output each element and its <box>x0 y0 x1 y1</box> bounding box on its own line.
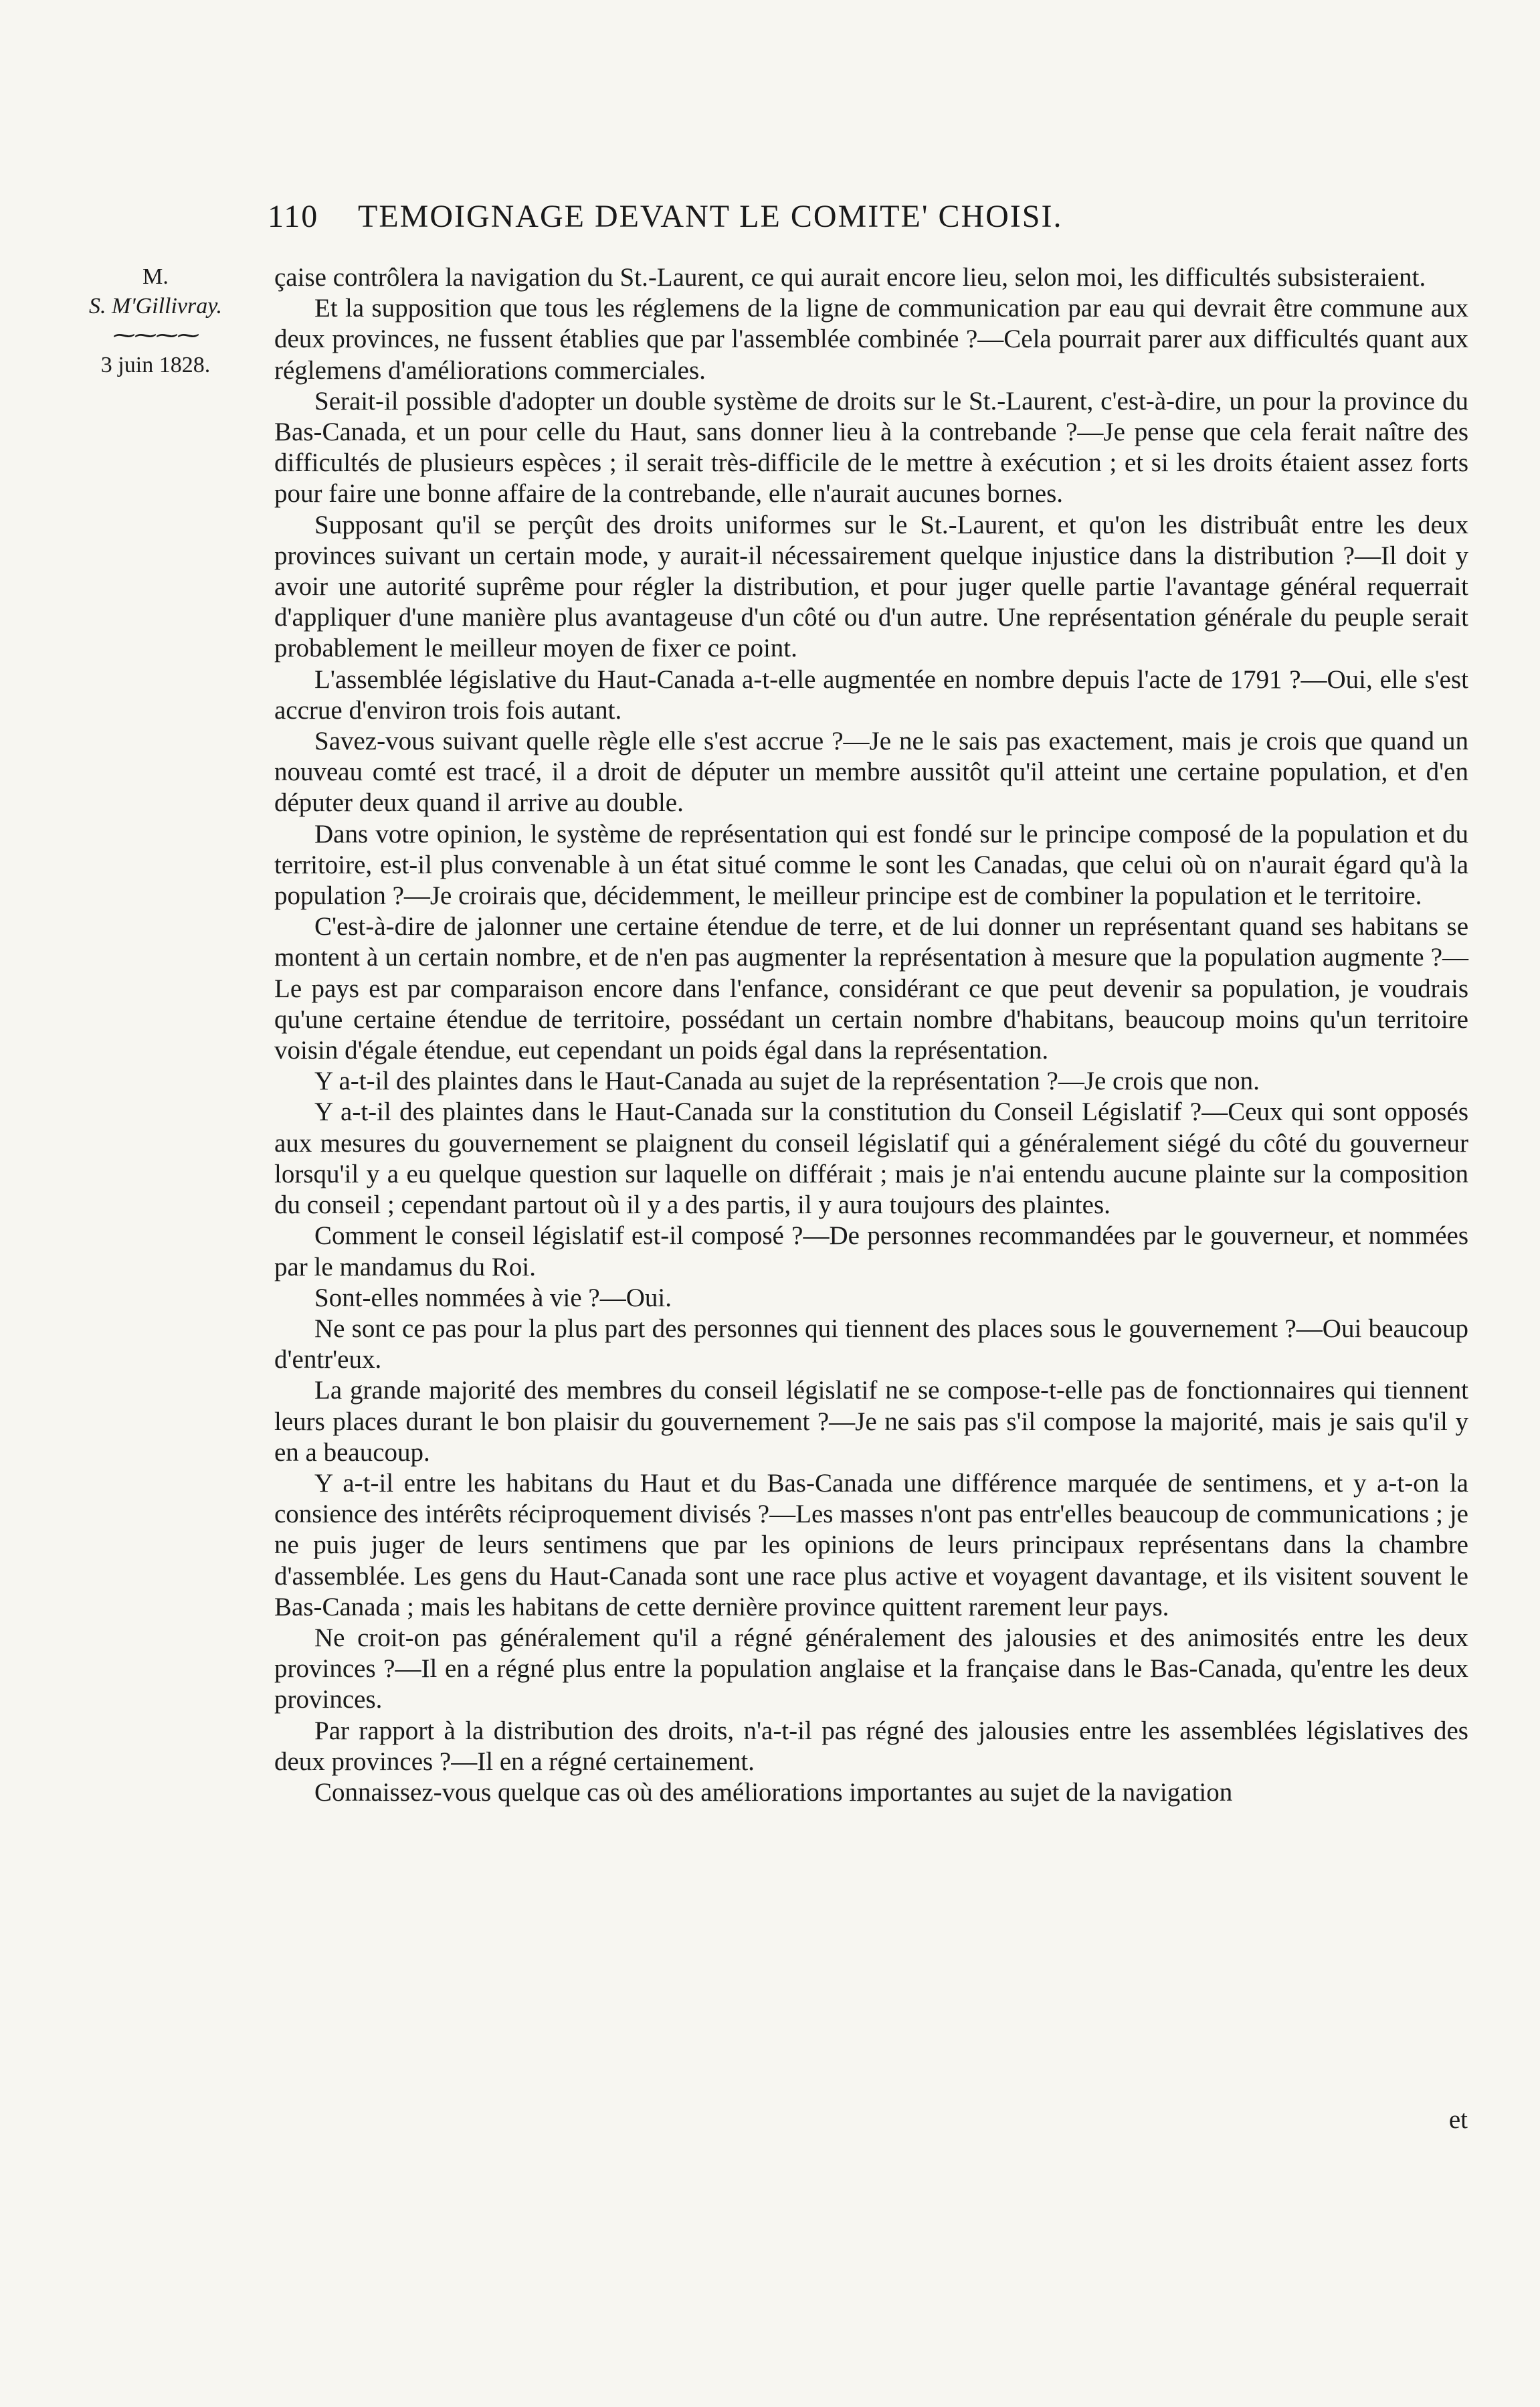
paragraph: Y a-t-il des plaintes dans le Haut-Canada sur la constitution du Conseil Législatif ?—Ceux qui sont opposés aux mesures du gouvernement se plaignent du conseil législatif qui a généralement siégé du côté du gouverneur lorsqu'il y a eu quelque question sur laquelle on différait ; mais je n'ai entendu aucune plainte sur la composition du conseil ; cependant partout où il y a des partis, il y aura toujours des plaintes. <box>274 1097 1468 1220</box>
ornament-icon: ⁓⁓⁓⁓ <box>112 323 199 348</box>
paragraph: Dans votre opinion, le système de représentation qui est fondé sur le principe composé de la population et du territoire, est-il plus convenable à un état situé comme le sont les Canadas, que celui où on n'aurait égard qu'à la population ?—Je croirais que, décidemment, le meilleur principe est de combiner la population et le territoire. <box>274 819 1468 911</box>
paragraph: Supposant qu'il se perçût des droits uniformes sur le St.-Laurent, et qu'on les distribuât entre les deux provinces suivant un certain mode, y aurait-il nécessairement quelque injustice dans la distribution ?—Il doit y avoir une autorité suprême pour régler la distribution, et pour juger quelle partie l'avantage général requerrait d'appliquer d'une manière plus avantageuse d'un côté ou d'un autre. Une représentation générale du peuple serait probablement le meilleur moyen de fixer ce point. <box>274 510 1468 663</box>
catchword: et <box>1448 2105 1468 2134</box>
page-title: TEMOIGNAGE DEVANT LE COMITE' CHOISI. <box>358 199 1063 234</box>
paragraph: Y a-t-il des plaintes dans le Haut-Canada au sujet de la représentation ?—Je crois que non. <box>314 1067 1260 1096</box>
paragraph: Et la supposition que tous les réglemens de la ligne de communication par eau qui devrait être commune aux deux provinces, ne fussent établies que par l'assemblée combinée ?—Cela pourrait parer aux difficultés quant aux réglemens d'améliorations commerciales. <box>274 294 1468 385</box>
paragraph: Connaissez-vous quelque cas où des améliorations importantes au sujet de la navigation <box>314 1777 1233 1807</box>
paragraph: Ne sont ce pas pour la plus part des personnes qui tiennent des places sous le gouvernement ?—Oui beaucoup d'entr'eux. <box>274 1314 1468 1374</box>
margin-note <box>40 262 271 380</box>
paragraph: Serait-il possible d'adopter un double système de droits sur le St.-Laurent, c'est-à-dire, un pour la province du Bas-Canada, et un pour celle du Haut, sans donner lieu à la contrebande ?—Je pense que cela ferait naître des difficultés de plusieurs espèces ; il serait très-difficile de le mettre à exécution ; et si les droits étaient assez forts pour faire une bonne affaire de la contrebande, elle n'aurait aucunes bornes. <box>274 386 1468 509</box>
paragraph: çaise contrôlera la navigation du St.-Laurent, ce qui aurait encore lieu, selon moi, les difficultés subsisteraient. <box>274 263 1426 292</box>
paragraph: La grande majorité des membres du conseil législatif ne se compose-t-elle pas de fonctionnaires qui tiennent leurs places durant le bon plaisir du gouvernement ?—Je ne sais pas s'il compose la majorité, mais je sais qu'il y en a beaucoup. <box>274 1376 1468 1467</box>
paragraph: C'est-à-dire de jalonner une certaine étendue de terre, et de lui donner un représentant quand ses habitans se montent à un certain nombre, et de n'en pas augmenter la représentation à mesure que la population augmente ?—Le pays est par comparaison encore dans l'enfance, considérant ce que peut devenir sa population, je voudrais qu'une certaine étendue de territoire, possédant un certain nombre d'habitans, beaucoup moins qu'un territoire voisin d'égale étendue, eut cependant un poids égal dans la représentation. <box>274 912 1468 1065</box>
paragraph: Ne croit-on pas généralement qu'il a régné généralement des jalousies et des animosités entre les deux provinces ?—Il en a régné plus entre la population anglaise et la française dans le Bas-Canada, qu'entre les deux provinces. <box>274 1623 1468 1714</box>
speaker-name: S. M'Gillivray. <box>89 294 222 319</box>
body-text <box>274 262 1468 1808</box>
page-number: 110 <box>268 199 319 234</box>
speaker-prefix: M. <box>142 264 169 289</box>
paragraph: Savez-vous suivant quelle règle elle s'est accrue ?—Je ne le sais pas exactement, mais je crois que quand un nouveau comté est tracé, il a droit de députer un membre aussitôt qu'il atteint une certaine population, et d'en députer deux quand il arrive au double. <box>274 727 1468 818</box>
paragraph: Y a-t-il entre les habitans du Haut et du Bas-Canada une différence marquée de sentimens, et y a-t-on la consience des intérêts réciproquement divisés ?—Les masses n'ont pas entr'elles beaucoup de communications ; je ne puis juger de leurs sentimens que par les opinions de leurs principaux représentans dans la chambre d'assemblée. Les gens du Haut-Canada sont une race plus active et voyagent davantage, et ils visitent souvent le Bas-Canada ; mais les habitans de cette dernière province quittent rarement leur pays. <box>274 1468 1468 1621</box>
testimony-date: 3 juin 1828. <box>100 353 211 377</box>
paragraph: Par rapport à la distribution des droits, n'a-t-il pas régné des jalousies entre les assemblées législatives des deux provinces ?—Il en a régné certainement. <box>274 1716 1468 1776</box>
paragraph: Sont-elles nommées à vie ?—Oui. <box>314 1283 672 1312</box>
paragraph: Comment le conseil législatif est-il composé ?—De personnes recommandées par le gouverneur, et nommées par le mandamus du Roi. <box>274 1221 1468 1281</box>
paragraph: L'assemblée législative du Haut-Canada a-t-elle augmentée en nombre depuis l'acte de 1791 ?—Oui, elle s'est accrue d'environ trois fois autant. <box>274 664 1468 725</box>
